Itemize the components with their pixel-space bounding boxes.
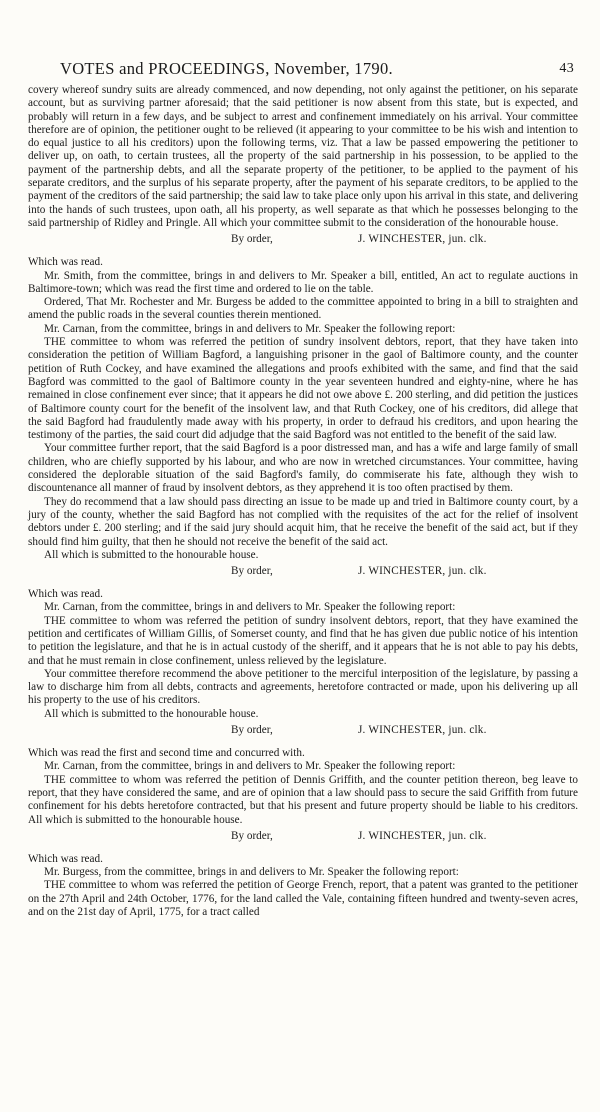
paragraph: Which was read the first and second time and concurred with. bbox=[28, 747, 305, 760]
paragraph: THE committee to whom was referred the petition of sundry insolvent debtors, report, that they have taken into consideration the petition of William Bagford, a languishing prisoner in the gaol of Baltimore county, and the counter petition of Ruth Cockey, and have examined the allegations and proofs exhibited with the same, and find that the said Bagford was committed to the gaol of Baltimore county in the year seventeen hundred and eighty-nine, where he has remained in close confinement ever since; that it appears he did not owe above £. 200 sterling, and did petition the justices of Baltimore county court for the benefit of the insolvent law, and that Ruth Cockey, one of his creditors, did allege that the said Bagford had fraudulently made away with his property, in order to defraud his creditors, and upon hearing the testimony of the parties, the said court did adjudge that the said Bagford was not entitled to the benefit of the said law. bbox=[28, 336, 578, 442]
paragraph: Mr. Carnan, from the committee, brings in and delivers to Mr. Speaker the following report: bbox=[44, 760, 456, 773]
clerk-signature: J. WINCHESTER, jun. clk. bbox=[358, 233, 487, 246]
paragraph: Which was read. bbox=[28, 852, 103, 865]
page-number: 43 bbox=[559, 61, 574, 76]
clerk-signature: J. WINCHESTER, jun. clk. bbox=[358, 724, 487, 737]
paragraph: Which was read. bbox=[28, 588, 103, 601]
paragraph: Ordered, That Mr. Rochester and Mr. Burgess be added to the committee appointed to bring in a bill to straighten and amend the public roads in the several counties therein mentioned. bbox=[28, 296, 578, 322]
clerk-signature: J. WINCHESTER, jun. clk. bbox=[358, 565, 487, 578]
paragraph: Mr. Burgess, from the committee, brings in and delivers to Mr. Speaker the following report: bbox=[44, 866, 459, 879]
by-order-label: By order, bbox=[231, 829, 273, 842]
signature-line bbox=[28, 724, 578, 738]
paragraph: THE committee to whom was referred the petition of sundry insolvent debtors, report, that they have examined the petition and certificates of William Gillis, of Somerset county, and find that he has given due public notice of his intention to petition the legislature, and that he is in actual custody of the sheriff, and it appears that he is not able to pay his debts, and that he must remain in close confinement, unless relieved by the legislature. bbox=[28, 614, 578, 667]
paragraph: THE committee to whom was referred the petition of Dennis Griffith, and the counter petition thereon, beg leave to report, that they have considered the same, and are of opinion that a law should pass to secure the said Griffith from future confinement for his debts heretofore contracted, but that his present and future property should be liable to his creditors. All which is submitted to the honourable house. bbox=[28, 773, 578, 826]
paragraph: Which was read. bbox=[28, 256, 103, 269]
running-header bbox=[60, 59, 576, 82]
paragraph: All which is submitted to the honourable house. bbox=[44, 548, 259, 561]
paragraph: Your committee further report, that the said Bagford is a poor distressed man, and has a wife and large family of small children, who are chiefly supported by his labour, and who are now in wretched circumstances. Your committee, having considered the deplorable situation of the said Bagford's family, do commiserate his fate, although they wish to discountenance all manner of fraud by insolvent debtors, as they apprehend it is too often practised by them. bbox=[28, 442, 578, 495]
paragraph: covery whereof sundry suits are already commenced, and now depending, not only against the petitioner, on his separate account, but as surviving partner aforesaid; that the said petitioner is now absent from this state, but is expected, and probably will return in a few days, and be subject to arrest and confinement immediately on his arrival. Your committee therefore are of opinion, the petitioner ought to be relieved (it appearing to your committee to be his wish and intention to do equal justice to all his creditors) upon the following terms, viz. That a law be passed empowering the petitioner to deliver up, on oath, to certain trustees, all the property of the said partnership in his possession, to be applied to the payment of the partnership debts, and all the separate property of the petitioner, to be applied to the payment of his separate creditors, and the surplus of his separate property, after the payment of his separate creditors, to be applied to the payment of the creditors of the said partnership; the said law to take place only upon his arrival in this state, and delivering into the hands of such trustees, upon oath, all his property, as well separate as that which he possesses belonging to the said partnership of Ridley and Pringle. All which your committee submit to the consideration of the honourable house. bbox=[28, 84, 578, 229]
signature-line bbox=[28, 830, 578, 844]
signature-line bbox=[28, 565, 578, 579]
paragraph: Mr. Carnan, from the committee, brings in and delivers to Mr. Speaker the following report: bbox=[44, 601, 456, 614]
paragraph: THE committee to whom was referred the petition of George French, report, that a patent was granted to the petitioner on the 27th April and 24th October, 1776, for the land called the Vale, containing fifteen hundred and twenty-seven acres, and on the 21st day of April, 1775, for a tract called bbox=[28, 879, 578, 919]
by-order-label: By order, bbox=[231, 724, 273, 737]
signature-line bbox=[28, 233, 578, 247]
paragraph: Mr. Carnan, from the committee, brings in and delivers to Mr. Speaker the following report: bbox=[44, 322, 456, 335]
paragraph: Your committee therefore recommend the above petitioner to the merciful interposition of the legislature, by passing a law to discharge him from all debts, contracts and agreements, heretofore contracted or made, upon his delivering up all his property to the use of his creditors. bbox=[28, 667, 578, 707]
header-title: VOTES and PROCEEDINGS, November, 1790. bbox=[60, 59, 393, 78]
body-text bbox=[28, 84, 578, 919]
paragraph: Mr. Smith, from the committee, brings in and delivers to Mr. Speaker a bill, entitled, An act to regulate auctions in Baltimore-town; which was read the first time and ordered to lie on the table. bbox=[28, 269, 578, 295]
by-order-label: By order, bbox=[231, 233, 273, 246]
paragraph: They do recommend that a law should pass directing an issue to be made up and tried in Baltimore county court, by a jury of the county, whether the said Bagford has not complied with the requisites of the act for the relief of insolvent debtors under £. 200 sterling; and if the said jury should acquit him, that he receive the benefit of the said act, but if they should find him guilty, that then he should not receive the benefit of the said act. bbox=[28, 495, 578, 548]
clerk-signature: J. WINCHESTER, jun. clk. bbox=[358, 829, 487, 842]
paragraph: All which is submitted to the honourable house. bbox=[44, 707, 259, 720]
by-order-label: By order, bbox=[231, 565, 273, 578]
